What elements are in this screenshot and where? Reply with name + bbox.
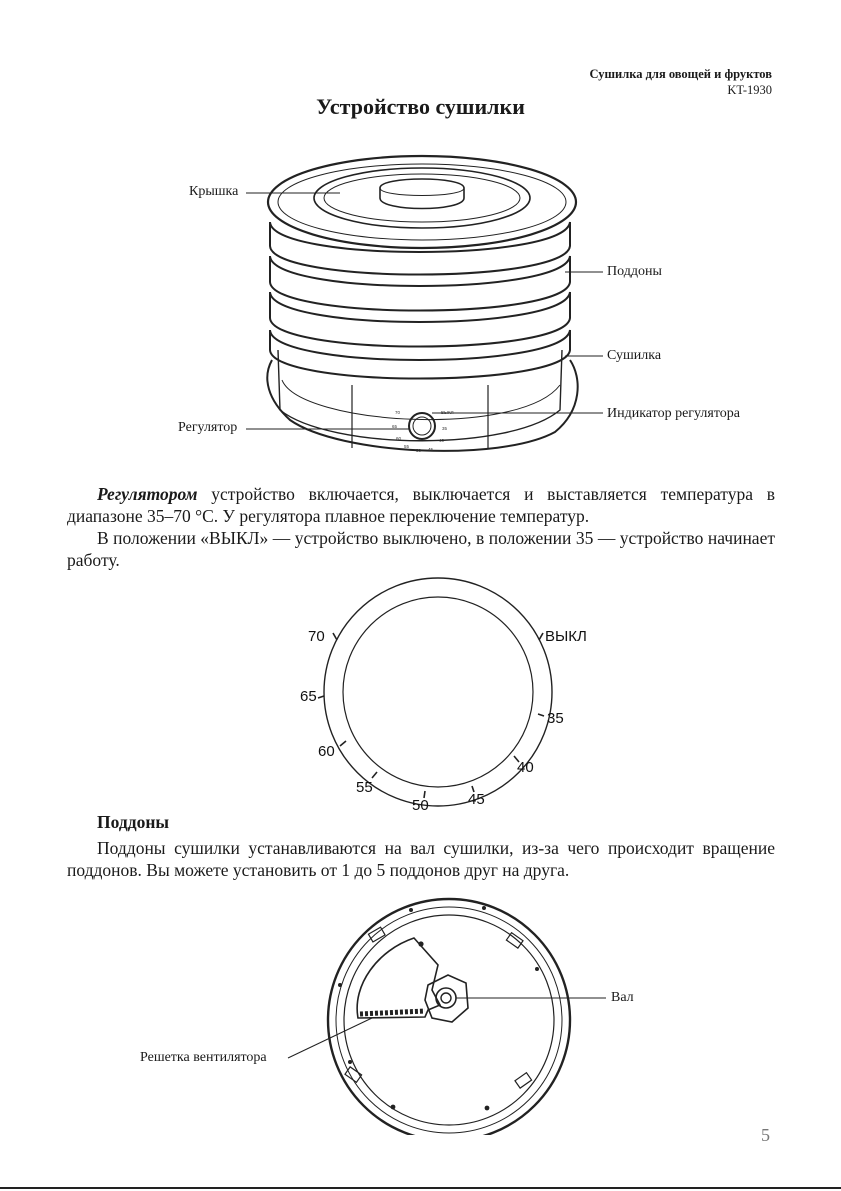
dial-inner-ring (343, 597, 533, 787)
trays-description: Поддоны сушилки устанавливаются на вал сушилки, из-за чего происходит вращение поддонов. Вы можете установить от 1 до 5 поддонов друг на друга. (67, 838, 775, 880)
panel-mark-70: 70 (395, 410, 401, 415)
base-top-view (120, 895, 700, 1135)
dial-label-55: 55 (356, 779, 373, 796)
page-number: 5 (761, 1125, 770, 1145)
label-lid: Крышка (189, 184, 239, 199)
regulator-description (67, 483, 775, 571)
base-shape (267, 360, 577, 451)
dial-label-70: 70 (308, 628, 325, 645)
lid-center (314, 168, 530, 228)
panel-mark-35: 35 (442, 426, 448, 431)
label-shaft: Вал (611, 990, 634, 1005)
label-trays: Поддоны (607, 264, 662, 279)
panel-mark-off: ВЫКЛ (441, 410, 454, 415)
dial-label-65: 65 (300, 688, 317, 705)
dial-label-40: 40 (517, 759, 534, 776)
regulator-term: Регулятором (97, 484, 198, 504)
dial-label-35: 35 (547, 710, 564, 727)
dial-label-off: ВЫКЛ (545, 628, 587, 645)
temperature-dial (290, 568, 600, 816)
panel-mark-50: 50 (416, 448, 422, 453)
footer-line (0, 1187, 841, 1189)
off-position-text: В положении «ВЫКЛ» — устройство выключено, в положении 35 — устройство начинает работу. (67, 528, 775, 570)
dial-label-60: 60 (318, 743, 335, 760)
label-dryer: Сушилка (607, 348, 662, 363)
label-regulator: Регулятор (178, 420, 238, 435)
tray-2 (270, 292, 570, 347)
tray-1 (270, 330, 570, 379)
panel-mark-55: 55 (404, 444, 410, 449)
regulator-text: устройство включается, выключается и выставляется температура в диапазоне 35–70 °C. У регулятора плавное переключение температур. (67, 484, 775, 526)
base-outer-rim (328, 899, 570, 1135)
label-fan-grille: Решетка вентилятора (140, 1050, 267, 1065)
page-title: Устройство сушилки (316, 94, 525, 119)
label-regulator-indicator: Индикатор регулятора (607, 406, 741, 421)
shaft (436, 988, 456, 1008)
trays-section-title: Поддоны (97, 812, 170, 832)
panel-mark-45: 45 (428, 447, 434, 452)
panel-mark-65: 65 (392, 424, 398, 429)
tray-3 (270, 256, 570, 311)
panel-mark-40: 40 (439, 438, 445, 443)
header-model: KT-1930 (727, 83, 772, 97)
dial-ticks (318, 633, 544, 798)
dial-label-45: 45 (468, 791, 485, 808)
panel-mark-60: 60 (396, 436, 402, 441)
dial-label-50: 50 (412, 797, 429, 814)
header-product: Сушилка для овощей и фруктов (589, 67, 772, 81)
dryer-body (278, 350, 562, 441)
